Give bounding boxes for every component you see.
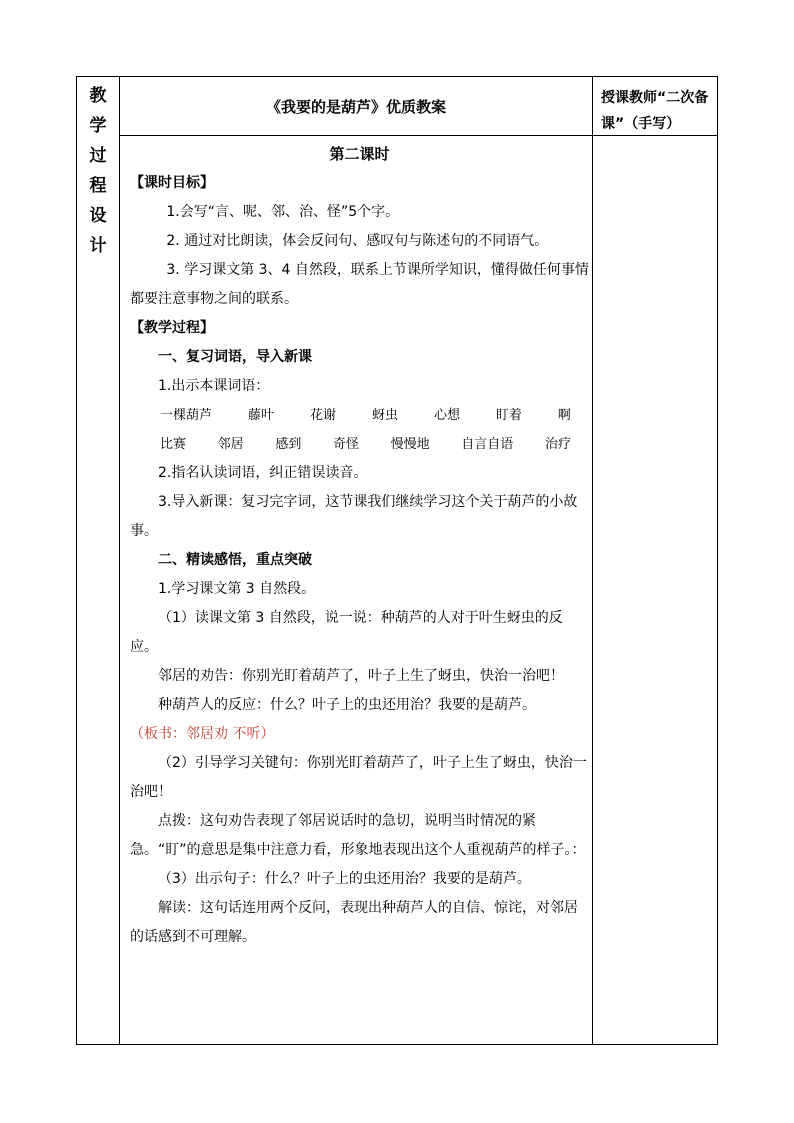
vocabulary-word: 藤叶 (247, 408, 274, 423)
quote-text: 什么？叶子上的虫还用治？我要的是葫芦。 (264, 871, 531, 887)
quote-paragraph (130, 691, 589, 720)
vocabulary-word: 一棵葫芦 (160, 408, 213, 423)
vocabulary-word: 啊 (557, 408, 571, 423)
vocabulary-word: 心想 (433, 408, 460, 423)
explain-paragraph: 解读：这句话连用两个反问，表现出种葫芦人的自信、惊诧，对邻居的话感到不可理解。 (130, 900, 578, 945)
goals-title: 【课时目标】 (130, 175, 214, 191)
side-label-char: 设 (89, 206, 107, 226)
step-text: 2.指名认读词语，纠正错误读音。 (158, 465, 368, 481)
quote-label: 种葫芦人的反应： (158, 697, 270, 713)
lesson-plan-table (76, 76, 718, 1045)
vocabulary-word: 慢慢地 (390, 437, 430, 452)
teacher-notes-header: 授课教师“二次备课”（手写） (601, 90, 709, 132)
board-note: （板书：邻居劝 不听） (130, 726, 275, 742)
hint-paragraph: 点拨：这句劝告表现了邻居说话时的急切，说明当时情况的紧急。“盯”的意思是集中注意力看，形象地表现出这个人重视葫芦的样子。： (130, 813, 586, 858)
vocabulary-word: 花谢 (309, 408, 336, 423)
quote-label: 邻居的劝告： (158, 668, 242, 684)
side-label-char: 过 (89, 146, 107, 166)
goal-item: 2. 通过对比朗读，体会反问句、感叹句与陈述句的不同语气。 (166, 233, 549, 249)
side-label-char: 学 (89, 116, 107, 136)
vocabulary-row (130, 430, 589, 459)
lesson-content (120, 136, 592, 952)
quote-paragraph (130, 662, 589, 691)
quote-label: （3）出示句子： (158, 871, 265, 887)
section-heading: 一、复习词语，导入新课 (158, 349, 312, 365)
document-title: 《我要的是葫芦》优质教案 (265, 97, 446, 116)
step-text: （1）读课文第 3 自然段，说一说：种葫芦的人对于叶生蚜虫的反应。 (130, 610, 563, 655)
vocabulary-word: 比赛 (160, 437, 187, 452)
process-title: 【教学过程】 (130, 320, 214, 336)
side-label (77, 77, 119, 261)
vocabulary-row (130, 401, 589, 430)
side-label-char: 计 (89, 236, 107, 256)
vocabulary-word: 自言自语 (461, 437, 514, 452)
quote-text: 什么？叶子上的虫还用治？我要的是葫芦。 (270, 697, 536, 713)
step-text: 1.学习课文第 3 自然段。 (158, 581, 316, 597)
vocabulary-word: 邻居 (217, 437, 244, 452)
quote-paragraph (130, 865, 589, 894)
step-text: 3.导入新课：复习完字词，这节课我们继续学习这个关于葫芦的小故事。 (130, 494, 578, 539)
vocabulary-word: 治疗 (544, 437, 571, 452)
side-label-char: 教 (89, 86, 107, 106)
vocabulary-word: 蚜虫 (371, 408, 398, 423)
vocabulary-word: 感到 (275, 437, 302, 452)
column-divider (592, 77, 593, 1044)
section-heading: 二、精读感悟，重点突破 (158, 552, 312, 568)
goal-item: 3. 学习课文第 3、4 自然段，联系上节课所学知识，懂得做任何事情都要注意事物之间的联系。 (130, 262, 589, 307)
quote-paragraph (130, 749, 589, 807)
side-label-char: 程 (89, 176, 107, 196)
quote-label: （2）引导学习关键句： (158, 755, 307, 771)
goal-item: 1.会写“言、呢、邻、治、怪”5个字。 (166, 204, 400, 220)
quote-text: 你别光盯着葫芦了，叶子上生了蚜虫，快治一治吧！ (242, 668, 564, 684)
vocabulary-word: 奇怪 (332, 437, 359, 452)
quote-text: 你别光盯着葫芦了，叶子上生了蚜虫，快治一治吧！ (130, 755, 587, 800)
vocabulary-word: 盯着 (495, 408, 522, 423)
lesson-heading: 第二课时 (329, 145, 390, 163)
step-text: 1.出示本课词语： (158, 378, 270, 394)
